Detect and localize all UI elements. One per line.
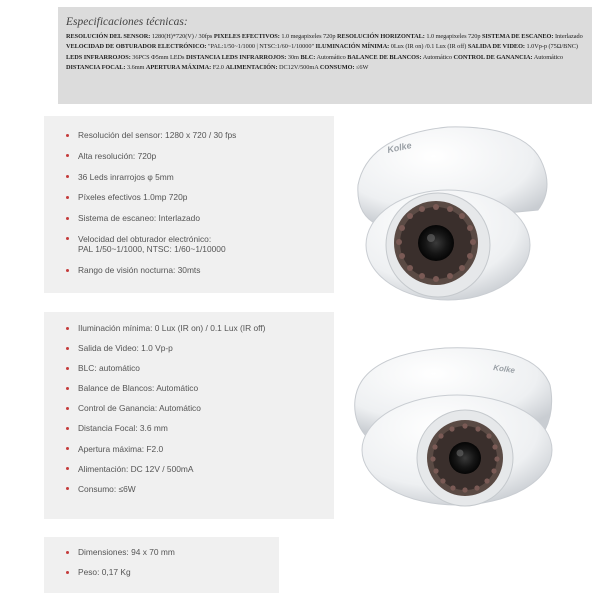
feature-text: Alta resolución: 720p	[78, 150, 157, 161]
feature-item	[66, 403, 334, 414]
spec-label: PIXELES EFECTIVOS:	[213, 33, 280, 40]
feature-item	[66, 567, 279, 578]
spec-value: 0Lux (IR on) /0.1 Lux (IR off)	[390, 43, 467, 51]
feature-item	[66, 265, 334, 276]
spec-label: ALIMENTACIÓN:	[225, 63, 278, 71]
bullet-icon	[66, 407, 69, 410]
spec-label: CONTROL DE GANANCIA:	[453, 53, 533, 61]
bullet-icon	[66, 487, 69, 490]
spec-label: APERTURA MÁXIMA:	[145, 63, 212, 71]
features-box-3	[44, 537, 279, 593]
spec-value: DC12V/500mA	[279, 63, 319, 71]
spec-label: ILUMINACIÓN MÍNIMA:	[315, 43, 390, 51]
spec-value: 1280(H)*720(V) / 30fps	[151, 33, 213, 40]
feature-text: Sistema de escaneo: Interlazado	[78, 213, 200, 224]
bullet-icon	[66, 387, 69, 390]
spec-label: CONSUMO:	[319, 63, 355, 71]
spec-label: RESOLUCIÓN DEL SENSOR:	[66, 33, 151, 40]
spec-value: Interlazado	[554, 33, 583, 40]
feature-item	[66, 484, 334, 495]
feature-text: Consumo: ≤6W	[78, 483, 136, 494]
bullet-icon	[66, 327, 69, 330]
feature-item	[66, 464, 334, 475]
spec-value: 1.0Vp-p (75Ω/BNC)	[526, 43, 578, 51]
spec-value: Automático	[316, 53, 346, 61]
bullet-icon	[66, 134, 69, 137]
spec-value: 3.6mm	[126, 63, 145, 71]
spec-label: VELOCIDAD DE OBTURADOR ELECTRÓNICO:	[66, 43, 207, 51]
bullet-icon	[66, 154, 69, 157]
feature-text: Velocidad del obturador electrónico: PAL 1/50~1/1000, NTSC: 1/60~1/10000	[78, 233, 226, 255]
feature-text: Iluminación mínima: 0 Lux (IR on) / 0.1 Lux (IR off)	[78, 323, 266, 333]
feature-item	[66, 444, 334, 455]
bullet-icon	[66, 447, 69, 450]
feature-text: Distancia Focal: 3.6 mm	[78, 423, 168, 434]
bullet-icon	[66, 551, 69, 554]
feature-item	[66, 151, 334, 162]
specs-title: Especificaciones técnicas:	[66, 16, 188, 28]
feature-item	[66, 323, 334, 334]
feature-item	[66, 547, 279, 558]
features-list-3	[66, 547, 279, 578]
features-list-2	[66, 323, 334, 494]
feature-text: Dimensiones: 94 x 70 mm	[78, 547, 175, 557]
feature-text: Control de Ganancia: Automático	[78, 403, 201, 414]
bullet-icon	[66, 571, 69, 574]
specs-paragraph	[66, 32, 584, 73]
feature-item	[66, 363, 334, 374]
bullet-icon	[66, 347, 69, 350]
spec-label: DISTANCIA LEDS INFRARROJOS:	[185, 53, 287, 61]
spec-label: BALANCE DE BLANCOS:	[347, 53, 422, 61]
spec-value: 1.0 megapixeles 720p	[281, 33, 336, 40]
bullet-icon	[66, 175, 69, 178]
feature-text: Apertura máxima: F2.0	[78, 443, 164, 454]
spec-label: BLC:	[300, 53, 316, 61]
spec-label: SALIDA DE VIDEO:	[467, 43, 525, 51]
brand-logo-1: Kolke	[386, 140, 413, 155]
spec-value: 36PCS Φ5mm LEDs	[132, 53, 185, 61]
spec-value: "PAL:1/50~1/1000 | NTSC:1/60~1/10000"	[208, 43, 314, 51]
spec-value: Automático	[422, 53, 452, 61]
spec-value: 1.0 megapixeles 720p	[426, 33, 481, 40]
feature-text: Alimentación: DC 12V / 500mA	[78, 463, 194, 474]
feature-text: Balance de Blancos: Automático	[78, 383, 199, 394]
bullet-icon	[66, 427, 69, 430]
brand-logo-2: Kolke	[492, 363, 516, 376]
bullet-icon	[66, 367, 69, 370]
spec-label: DISTANCIA FOCAL:	[66, 63, 126, 71]
spec-label: LEDS INFRARROJOS:	[66, 53, 131, 61]
bullet-icon	[66, 217, 69, 220]
feature-text: Peso: 0,17 Kg	[78, 567, 131, 577]
feature-item	[66, 343, 334, 354]
feature-item	[66, 192, 334, 203]
spec-value: F2.0	[212, 63, 224, 71]
feature-text: BLC: automático	[78, 363, 140, 374]
features-list-1	[66, 130, 334, 276]
feature-item	[66, 423, 334, 434]
bullet-icon	[66, 237, 69, 240]
spec-label: RESOLUCIÓN HORIZONTAL:	[336, 33, 425, 40]
bullet-icon	[66, 467, 69, 470]
feature-text: Rango de visión nocturna: 30mts	[78, 265, 201, 276]
feature-item	[66, 172, 334, 183]
feature-text: 36 Leds inrarrojos φ 5mm	[78, 171, 174, 182]
feature-text: Resolución del sensor: 1280 x 720 / 30 fps	[78, 130, 237, 140]
features-box-1	[44, 116, 334, 293]
bullet-icon	[66, 269, 69, 272]
feature-item	[66, 130, 334, 141]
feature-item	[66, 383, 334, 394]
dome-camera-image-front	[338, 115, 568, 305]
specs-header	[58, 7, 592, 104]
spec-value: ≤6W	[356, 63, 369, 71]
spec-value: 30m	[287, 53, 299, 61]
feature-item	[66, 213, 334, 224]
feature-item	[66, 234, 334, 255]
feature-text: Píxeles efectivos 1.0mp 720p	[78, 192, 188, 203]
feature-text: Salida de Video: 1.0 Vp-p	[78, 343, 173, 354]
spec-label: SISTEMA DE ESCANEO:	[481, 33, 554, 40]
bullet-icon	[66, 196, 69, 199]
features-box-2	[44, 312, 334, 519]
spec-value: Automático	[533, 53, 564, 61]
dome-camera-image-side	[345, 340, 560, 515]
